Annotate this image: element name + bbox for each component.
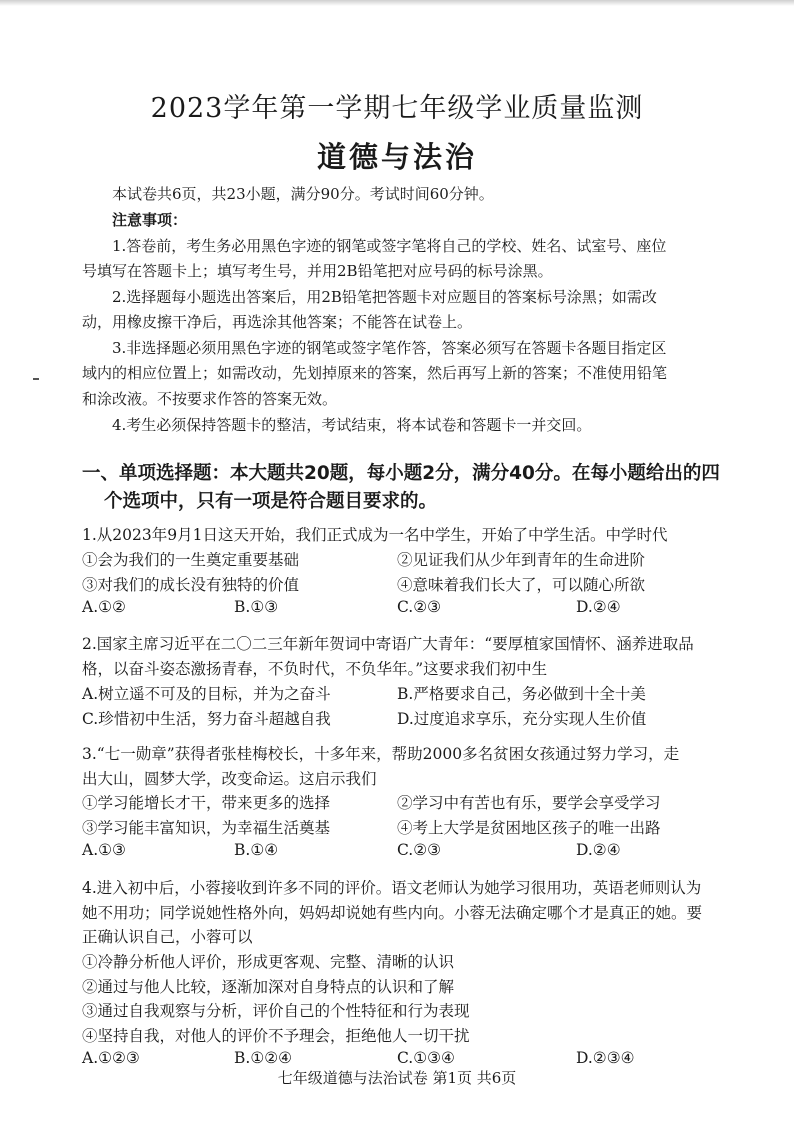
question-item: ③学习能丰富知识，为幸福生活奠基 xyxy=(82,819,331,837)
question-stem: 4.进入初中后，小蓉接收到许多不同的评价。语文老师认为她学习很用功，英语老师则认为 xyxy=(82,879,702,897)
page-footer: 七年级道德与法治试卷 第1页 共6页 xyxy=(277,1069,517,1087)
answer-choice: B.①②④ xyxy=(234,1049,293,1067)
question-stem: 出大山，圆梦大学，改变命运。这启示我们 xyxy=(82,770,377,788)
question-stem: 她不用功；同学说她性格外向，妈妈却说她有些内向。小蓉无法确定哪个才是真正的她。要 xyxy=(82,904,703,922)
section-heading: 个选项中，只有一项是符合题目要求的。 xyxy=(104,491,438,512)
question-item: ④意味着我们长大了，可以随心所欲 xyxy=(397,576,646,594)
question-item: ①冷静分析他人评价，形成更客观、完整、清晰的认识 xyxy=(82,953,455,971)
exam-title: 2023学年第一学期七年级学业质量监测 xyxy=(150,93,644,124)
question-item: ④坚持自我，对他人的评价不予理会，拒绝他人一切干扰 xyxy=(82,1027,470,1045)
question-stem: 格，以奋斗姿态激扬青春，不负时代，不负华年。”这要求我们初中生 xyxy=(82,660,548,678)
scan-speck xyxy=(33,378,39,380)
answer-choice: C.②③ xyxy=(397,841,442,859)
notice-line: 4.考生必须保持答题卡的整洁，考试结束，将本试卷和答题卡一并交回。 xyxy=(112,416,592,434)
answer-choice: D.②③④ xyxy=(576,1049,635,1067)
question-item: ③通过自我观察与分析，评价自己的个性特征和行为表现 xyxy=(82,1002,470,1020)
answer-choice: D.过度追求享乐，充分实现人生价值 xyxy=(397,710,647,728)
question-stem: 3.“七一勋章”获得者张桂梅校长，十多年来，帮助2000多名贫困女孩通过努力学习，走 xyxy=(82,745,680,763)
notice-line: 动，用橡皮擦干净后，再选涂其他答案；不能答在试卷上。 xyxy=(82,313,473,331)
answer-choice: A.①②③ xyxy=(82,1049,140,1067)
exam-subject: 道德与法治 xyxy=(316,140,477,174)
scan-edge xyxy=(0,0,794,6)
notice-line: 域内的相应位置上；如需改动，先划掉原来的答案，然后再写上新的答案；不准使用铅笔 xyxy=(82,364,668,382)
answer-choice: A.①② xyxy=(82,598,126,616)
answer-choice: C.②③ xyxy=(397,598,442,616)
notice-line: 3.非选择题必须用黑色字迹的钢笔或签字笔作答，答案必须写在答题卡各题目指定区 xyxy=(112,339,667,357)
question-item: ③对我们的成长没有独特的价值 xyxy=(82,576,300,594)
notice-title: 注意事项： xyxy=(112,211,188,229)
answer-choice: A.①③ xyxy=(82,841,126,859)
question-item: ④考上大学是贫困地区孩子的唯一出路 xyxy=(397,819,661,837)
question-stem: 1.从2023年9月1日这天开始，我们正式成为一名中学生，开始了中学生活。中学时代 xyxy=(82,526,668,544)
question-item: ②学习中有苦也有乐，要学会享受学习 xyxy=(397,794,661,812)
notice-line: 号填写在答题卡上；填写考生号，并用2B铅笔把对应号码的标号涂黑。 xyxy=(82,262,553,280)
question-stem: 正确认识自己，小蓉可以 xyxy=(82,928,253,946)
answer-choice: C.珍惜初中生活，努力奋斗超越自我 xyxy=(82,710,331,728)
question-stem: 2.国家主席习近平在二〇二三年新年贺词中寄语广大青年：“要厚植家国情怀、涵养进取品 xyxy=(82,635,694,653)
question-item: ①会为我们的一生奠定重要基础 xyxy=(82,551,300,569)
notice-line: 1.答卷前，考生务必用黑色字迹的钢笔或签字笔将自己的学校、姓名、试室号、座位 xyxy=(112,237,667,255)
answer-choice: B.①③ xyxy=(234,598,279,616)
answer-choice: D.②④ xyxy=(576,598,621,616)
exam-intro: 本试卷共6页，共23小题，满分90分。考试时间60分钟。 xyxy=(112,185,494,203)
answer-choice: A.树立遥不可及的目标，并为之奋斗 xyxy=(82,685,331,703)
question-item: ①学习能增长才干，带来更多的选择 xyxy=(82,794,331,812)
question-item: ②通过与他人比较，逐渐加深对自身特点的认识和了解 xyxy=(82,978,455,996)
notice-line: 和涂改液。不按要求作答的答案无效。 xyxy=(82,390,338,408)
answer-choice: C.①③④ xyxy=(397,1049,455,1067)
answer-choice: B.①④ xyxy=(234,841,279,859)
question-item: ②见证我们从少年到青年的生命进阶 xyxy=(397,551,646,569)
answer-choice: B.严格要求自己，务必做到十全十美 xyxy=(397,685,646,703)
section-heading: 一、单项选择题：本大题共20题，每小题2分，满分40分。在每小题给出的四 xyxy=(82,463,720,484)
answer-choice: D.②④ xyxy=(576,841,621,859)
notice-line: 2.选择题每小题选出答案后，用2B铅笔把答题卡对应题目的答案标号涂黑；如需改 xyxy=(112,288,657,306)
